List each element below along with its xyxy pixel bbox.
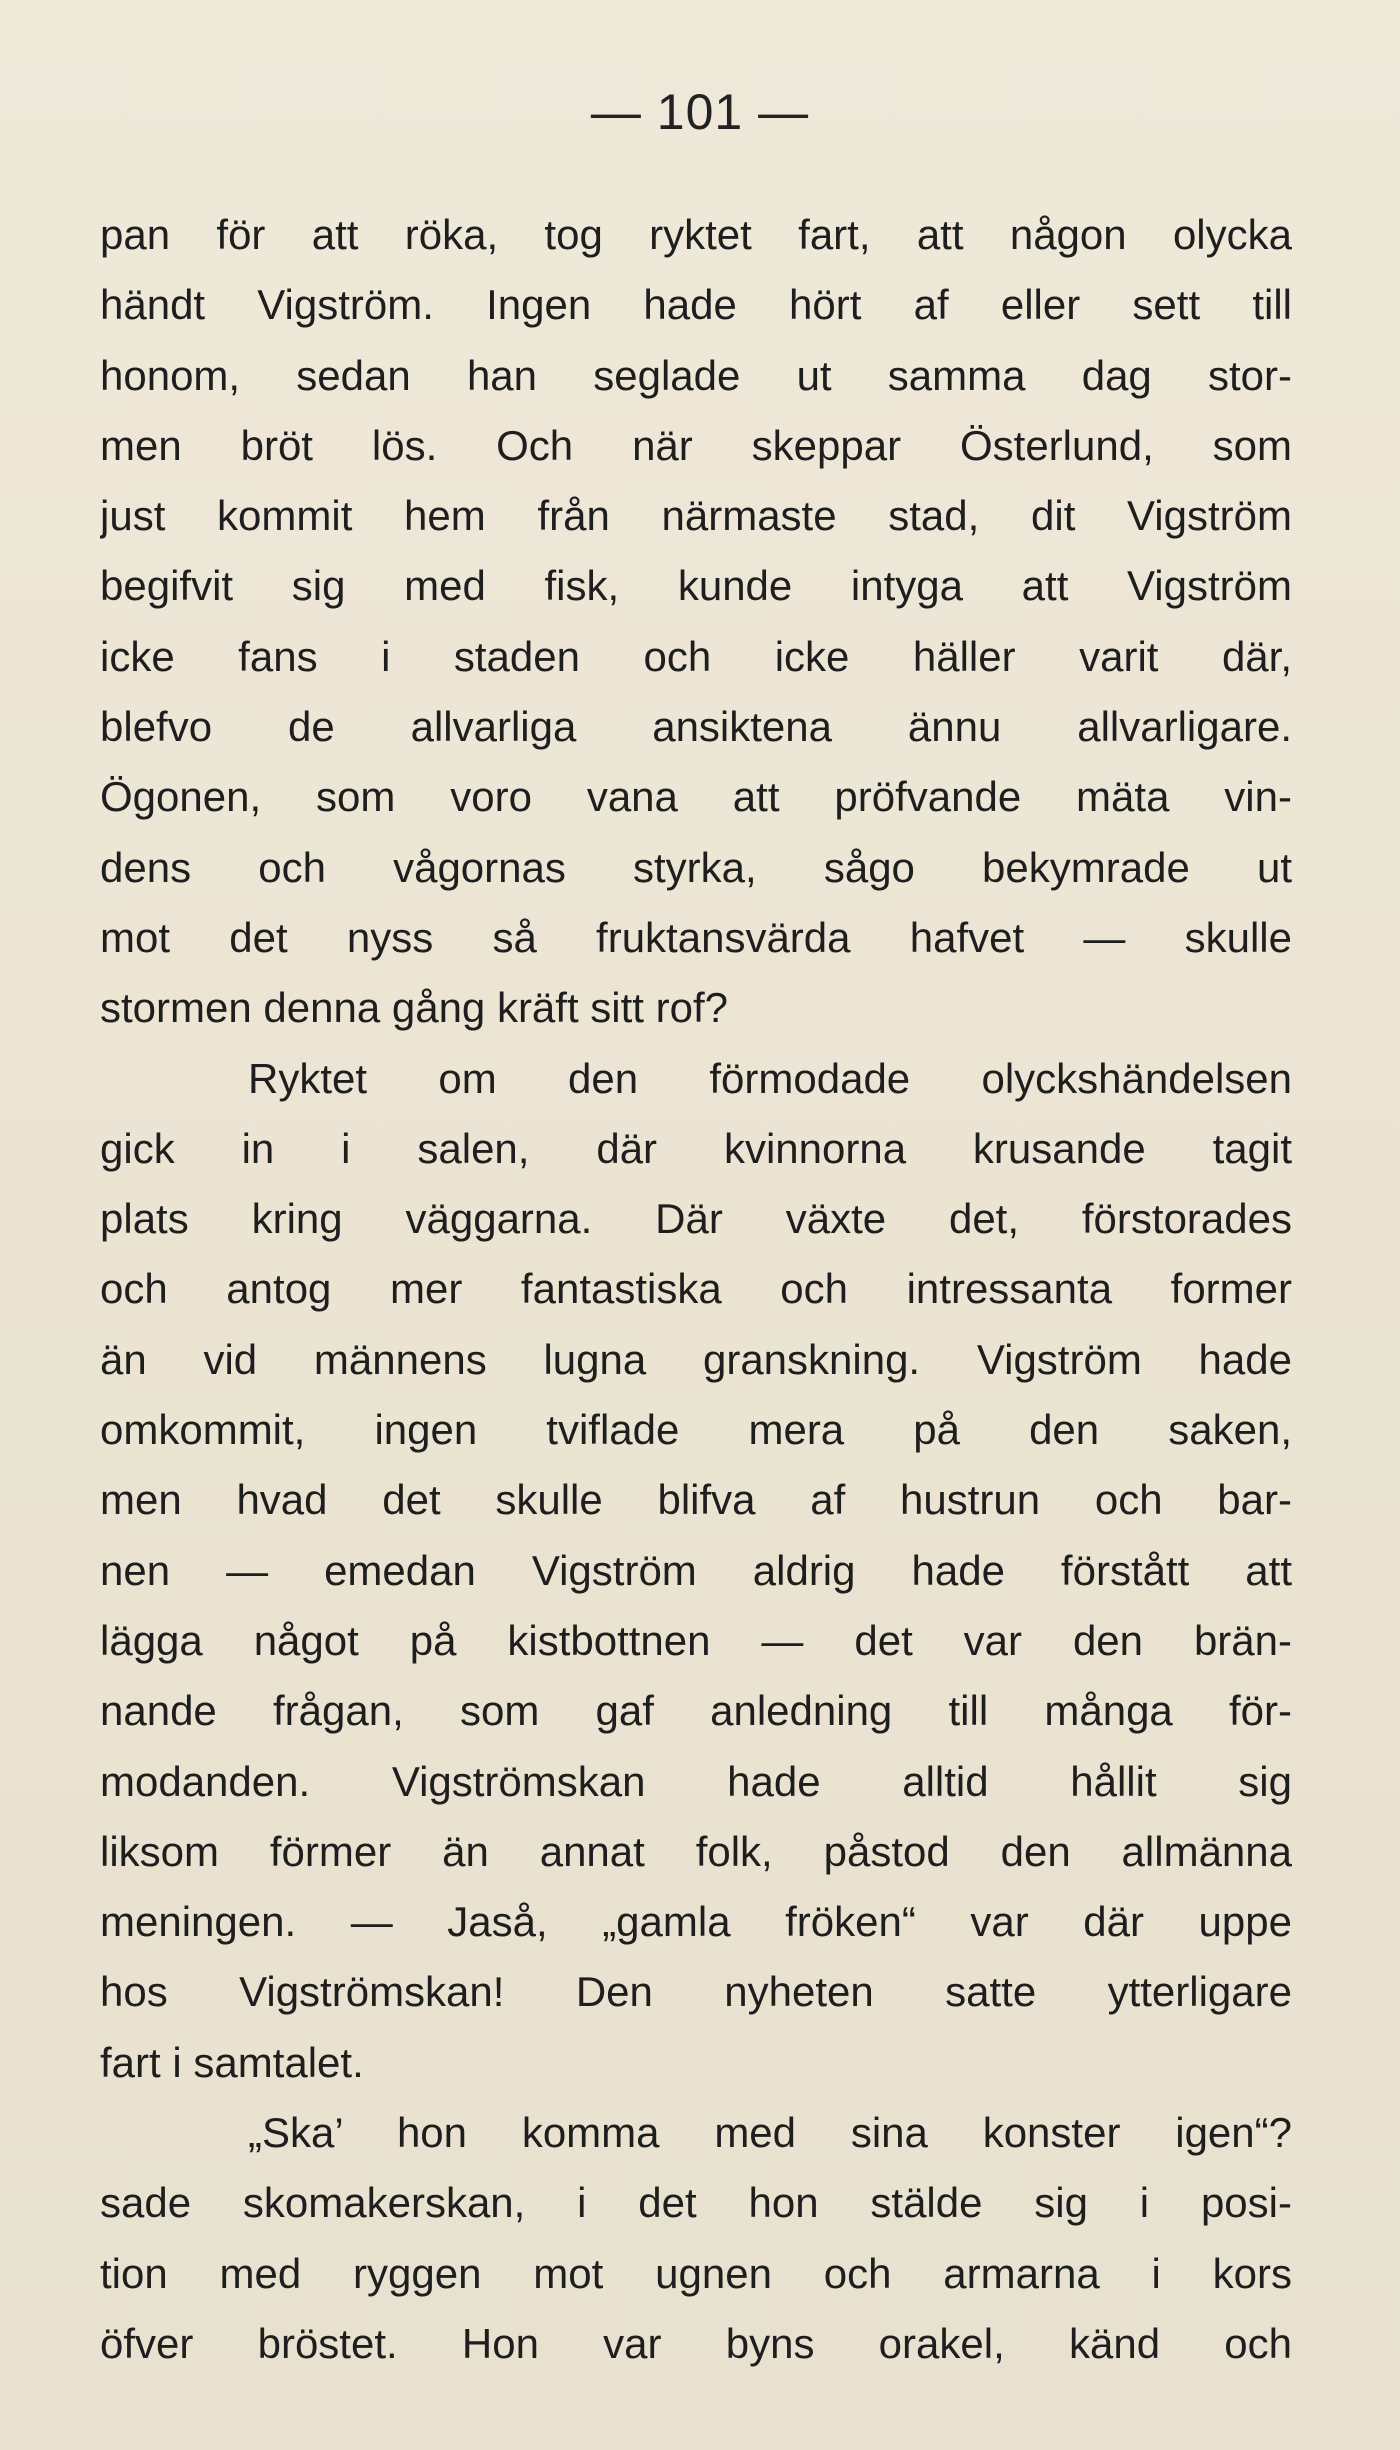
text-line: händt Vigström. Ingen hade hört af eller sett till	[100, 281, 1292, 329]
text-line: men hvad det skulle blifva af hustrun och bar-	[100, 1476, 1292, 1524]
body-text	[100, 200, 1292, 2379]
text-line: nen — emedan Vigström aldrig hade förstått att	[100, 1546, 1292, 1594]
text-line: fart i samtalet.	[100, 2038, 364, 2086]
text-line: liksom förmer än annat folk, påstod den allmänna	[100, 1827, 1292, 1875]
text-line: dens och vågornas styrka, sågo bekymrade ut	[100, 843, 1292, 891]
text-line: nande frågan, som gaf anledning till många för-	[100, 1687, 1292, 1735]
text-line: öfver bröstet. Hon var byns orakel, känd och	[100, 2319, 1292, 2367]
text-line: „Ska’ hon komma med sina konster igen“?	[248, 2109, 1292, 2157]
text-line: gick in i salen, där kvinnorna krusande tagit	[100, 1124, 1292, 1172]
text-line: icke fans i staden och icke häller varit där,	[100, 632, 1292, 680]
text-line: tion med ryggen mot ugnen och armarna i kors	[100, 2249, 1292, 2297]
text-line: pan för att röka, tog ryktet fart, att någon olycka	[100, 211, 1292, 258]
text-line: lägga något på kistbottnen — det var den brän-	[100, 1616, 1292, 1664]
text-line: just kommit hem från närmaste stad, dit Vigström	[100, 492, 1292, 540]
text-line: än vid männens lugna granskning. Vigström hade	[100, 1335, 1292, 1383]
text-line: men bröt lös. Och när skeppar Österlund, som	[100, 421, 1292, 469]
page-number: — 101 —	[590, 84, 810, 140]
text-line: hos Vigströmskan! Den nyheten satte ytterligare	[100, 1968, 1292, 2016]
text-line: begifvit sig med fisk, kunde intyga att Vigström	[100, 562, 1292, 610]
text-line: sade skomakerskan, i det hon stälde sig i posi-	[100, 2179, 1292, 2227]
text-line: honom, sedan han seglade ut samma dag stor-	[100, 351, 1292, 399]
text-line: meningen. — Jaså, „gamla fröken“ var där uppe	[100, 1898, 1292, 1946]
text-line: blefvo de allvarliga ansiktena ännu allvarligare.	[100, 703, 1292, 751]
text-line: omkommit, ingen tviflade mera på den saken,	[100, 1406, 1292, 1454]
text-line: stormen denna gång kräft sitt rof?	[100, 984, 729, 1032]
text-line: modanden. Vigströmskan hade alltid hållit sig	[100, 1757, 1292, 1805]
text-line: mot det nyss så fruktansvärda hafvet — skulle	[100, 913, 1292, 961]
text-line: Ögonen, som voro vana att pröfvande mäta vin-	[100, 773, 1292, 821]
text-line: och antog mer fantastiska och intressanta former	[100, 1265, 1292, 1313]
text-line: Ryktet om den förmodade olyckshändelsen	[248, 1054, 1292, 1102]
text-line: plats kring väggarna. Där växte det, förstorades	[100, 1195, 1292, 1243]
